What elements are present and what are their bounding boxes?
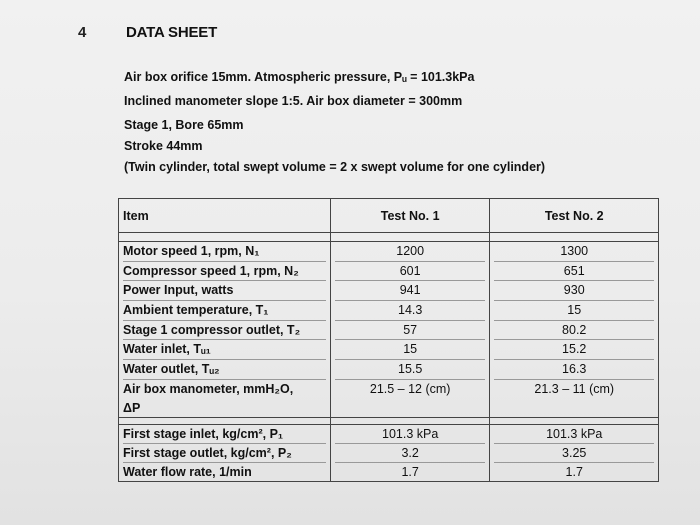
section-number: 4 [78, 24, 87, 41]
test1-delta-p [335, 399, 486, 418]
test2-water-outlet: 16.3 [494, 360, 654, 380]
label-motor-speed: Motor speed 1, rpm, N₁ [123, 242, 326, 262]
block1-labels [119, 242, 331, 418]
test2-water-inlet: 15.2 [494, 340, 654, 360]
test1-water-flow-rate: 1.7 [401, 465, 419, 480]
test2-power-input: 930 [494, 281, 654, 301]
header-item: Item [119, 199, 331, 233]
test1-water-outlet: 15.5 [335, 360, 486, 380]
label-water-outlet: Water outlet, Tᵤ₂ [123, 360, 326, 380]
test2-motor-speed: 1300 [494, 242, 654, 262]
block1-test1-values [330, 242, 490, 418]
measurement-block-2 [119, 425, 659, 482]
test2-first-stage-inlet: 101.3 kPa [494, 425, 654, 444]
test1-stage1-outlet: 57 [335, 321, 486, 341]
test1-first-stage-inlet: 101.3 kPa [335, 425, 486, 444]
test2-first-stage-outlet: 3.25 [494, 444, 654, 463]
test1-motor-speed: 1200 [335, 242, 486, 262]
info-line-orifice: Air box orifice 15mm. Atmospheric pressure, Pᵤ = 101.3kPa [124, 70, 475, 84]
section-title: DATA SHEET [126, 24, 218, 41]
table-header-row [119, 199, 659, 233]
test1-water-inlet: 15 [335, 340, 486, 360]
test1-compressor-speed: 601 [335, 262, 486, 282]
label-power-input: Power Input, watts [123, 281, 326, 301]
label-stage1-outlet: Stage 1 compressor outlet, T₂ [123, 321, 326, 341]
test1-power-input: 941 [335, 281, 486, 301]
info-line-stroke: Stroke 44mm [124, 139, 203, 153]
test2-water-flow-rate: 1.7 [565, 465, 583, 480]
block2-test2-values [490, 425, 659, 482]
label-compressor-speed: Compressor speed 1, rpm, N₂ [123, 262, 326, 282]
test2-ambient-temp: 15 [494, 301, 654, 321]
test1-air-box-manometer: 21.5 – 12 (cm) [369, 381, 451, 396]
info-line-swept-volume: (Twin cylinder, total swept volume = 2 x swept volume for one cylinder) [124, 160, 546, 174]
label-delta-p: ΔP [123, 400, 141, 415]
info-line-manometer: Inclined manometer slope 1:5. Air box diameter = 300mm [124, 94, 463, 108]
test1-ambient-temp: 14.3 [335, 301, 486, 321]
gap-row [119, 418, 659, 425]
label-ambient-temp: Ambient temperature, T₁ [123, 301, 326, 321]
test2-compressor-speed: 651 [494, 262, 654, 282]
label-water-flow-rate: Water flow rate, 1/min [123, 465, 252, 480]
block2-labels [119, 425, 331, 482]
spacer-row [119, 233, 659, 242]
label-water-inlet: Water inlet, Tᵤ₁ [123, 340, 326, 360]
info-line-bore: Stage 1, Bore 65mm [124, 118, 244, 132]
header-test-1: Test No. 1 [330, 199, 490, 233]
label-first-stage-outlet: First stage outlet, kg/cm², P₂ [123, 444, 326, 463]
data-table [118, 198, 659, 482]
test1-first-stage-outlet: 3.2 [335, 444, 486, 463]
test2-air-box-manometer: 21.3 – 11 (cm) [534, 381, 615, 396]
block2-test1-values [330, 425, 490, 482]
test2-delta-p [494, 399, 654, 418]
measurement-block-1 [119, 242, 659, 418]
block1-test2-values [490, 242, 659, 418]
label-first-stage-inlet: First stage inlet, kg/cm², P₁ [123, 425, 326, 444]
header-test-2: Test No. 2 [490, 199, 659, 233]
label-air-box-manometer: Air box manometer, mmH₂O, [123, 381, 294, 396]
test2-stage1-outlet: 80.2 [494, 321, 654, 341]
